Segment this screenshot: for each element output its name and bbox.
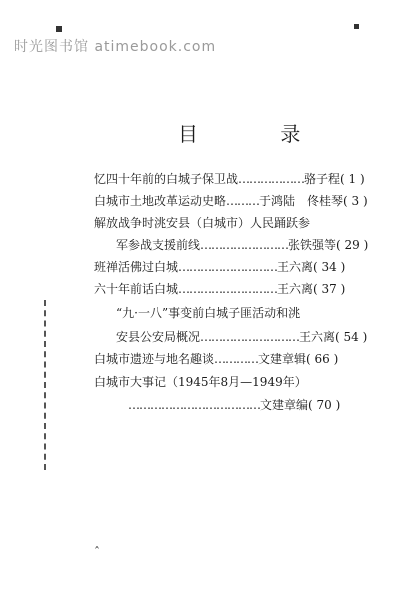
leader-dots: ………… [214,352,259,366]
entry-title: 军参战支援前线 [116,238,201,252]
leader-dots: ……………… [238,172,305,186]
entry-page: ( 29 ) [336,238,369,252]
entry-author: 王六离 [277,260,314,274]
entry-page: ( 66 ) [306,352,339,366]
scan-speck: ˆ [94,545,100,559]
toc-entry [116,330,367,344]
toc-entry [94,194,368,208]
toc-entry [116,238,368,252]
entry-author: 王六离 [277,282,314,296]
leader-dots: ……………………… [200,330,300,344]
entry-page: ( 1 ) [340,172,365,186]
entry-title: “九·一八”事变前白城子匪活动和洮 [116,306,301,320]
leader-dots: ……… [226,194,260,208]
toc-entry [116,306,300,320]
entry-author: 文建章辑 [258,352,307,366]
toc-entry [94,216,310,230]
entry-author: 王六离 [299,330,336,344]
entry-title: 班禅活佛过白城 [94,260,179,274]
entry-page: ( 54 ) [335,330,368,344]
leader-dots: ……………………………… [128,398,260,412]
entry-title: 忆四十年前的白城子保卫战 [94,172,239,186]
leader-dots: ……………………… [178,282,278,296]
entry-page: ( 37 ) [313,282,346,296]
entry-page: ( 34 ) [313,260,346,274]
toc-entry [94,260,345,274]
entry-page: ( 70 ) [308,398,341,412]
toc-entry [94,282,345,296]
entry-title: 白城市土地改革运动史略 [94,194,227,208]
entry-author: 于鸿陆 佟桂琴 [259,194,344,208]
page-title: 目 录 [178,122,339,146]
toc-entry [94,375,307,389]
toc-entry [94,352,338,366]
entry-author: 文建章编 [260,398,309,412]
entry-title: 白城市遗迹与地名趣谈 [94,352,215,366]
leader-dots: ……………………… [178,260,278,274]
watermark-text: 时光图书馆 atimebook.com [14,39,217,55]
entry-author: 骆子程 [304,172,341,186]
entry-page: ( 3 ) [343,194,368,208]
entry-title: 解放战争时洮安县（白城市）人民踊跃参 [94,216,311,230]
toc-entry [94,172,365,186]
leader-dots: …………………… [200,238,289,252]
toc-entry [128,398,340,412]
entry-title: 六十年前话白城 [94,282,179,296]
entry-title: 安县公安局概况 [116,330,201,344]
entry-author: 张铁强等 [288,238,337,252]
entry-title: 白城市大事记（1945年8月—1949年） [94,375,307,389]
